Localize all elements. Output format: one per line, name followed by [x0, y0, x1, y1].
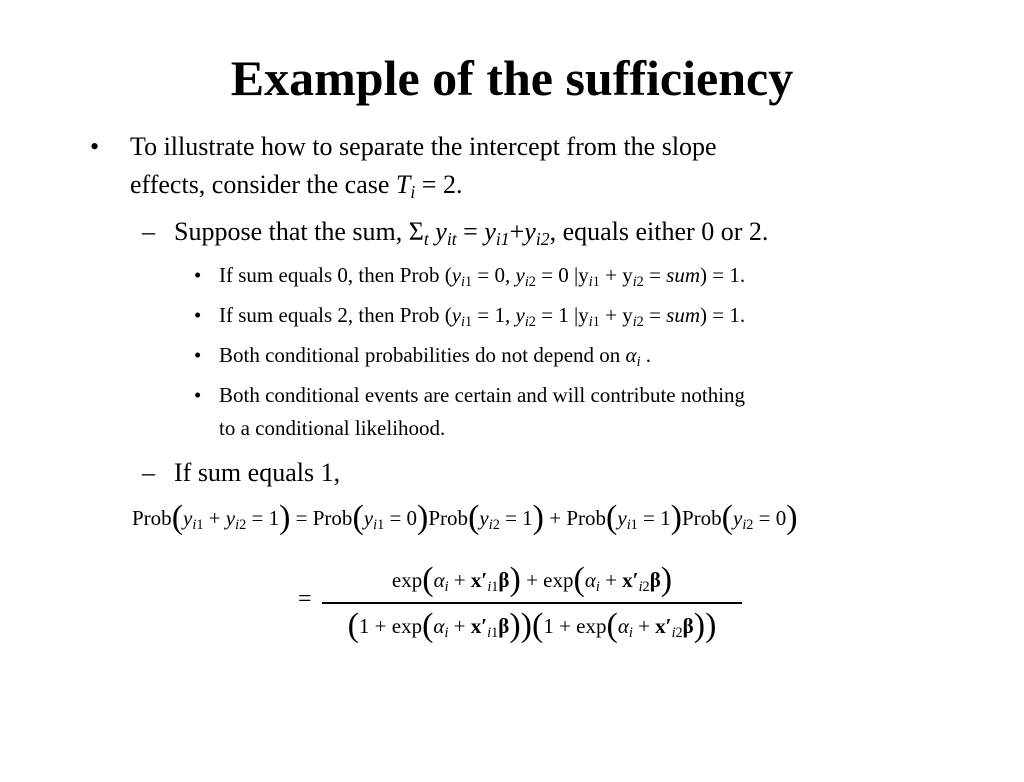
var-T: T	[395, 170, 411, 199]
bullet-dot: •	[194, 383, 202, 407]
dash: –	[142, 217, 155, 246]
alpha-symbol: α	[584, 568, 596, 592]
sub-item-4	[219, 379, 949, 445]
beta-vector: β	[498, 568, 510, 592]
item1-c: + y	[599, 263, 633, 287]
alpha-symbol: α	[433, 568, 445, 592]
bullet-1-line1: To illustrate how to separate the intercept from the slope	[130, 132, 717, 161]
var-y: y	[435, 217, 447, 246]
item2-d: =	[643, 303, 667, 327]
exp-label: exp	[391, 568, 423, 592]
exp-label: exp	[543, 568, 574, 592]
eq-val: 1	[522, 506, 533, 530]
item2-a: = 1,	[472, 303, 516, 327]
bullet-1-line2: effects, consider the case	[130, 170, 396, 199]
alpha-symbol: α	[625, 343, 637, 367]
item1-end: ) = 1.	[700, 263, 746, 287]
item4-line2: to a conditional likelihood.	[219, 416, 446, 440]
exp-label: exp	[576, 613, 607, 638]
eq-val: 0	[406, 506, 418, 530]
item2-pre: If sum equals 2, then Prob (	[219, 303, 452, 327]
prob-label: Prob	[312, 506, 353, 530]
alpha-symbol: α	[433, 613, 445, 638]
fraction-numerator: $\exp(\alpha_i + x'_{i1}\beta) + \exp(\alpha_i + x'_{i2}\beta)$	[391, 561, 673, 598]
equation-line-1: $Prob(y_{i1} + y_{i2} = 1)$ = $Prob(y_{i1}$ = $0)Prob(y_{i2} = 1)$ + $Prob(y_{i1}$ = $1)Prob(y_{i2} = 0)$	[132, 499, 798, 536]
item2-c: + y	[599, 303, 633, 327]
x-vector: x′	[470, 568, 488, 592]
fraction-denominator: $(1 + \exp(\alpha_i + x'_{i1}\beta))(1 + \exp(\alpha_i + x'_{i2}\beta))$	[347, 606, 717, 644]
sub-i: i	[588, 313, 593, 330]
item2-end: ) = 1.	[700, 303, 746, 327]
eq-val: 1	[543, 613, 554, 638]
item4-line1: Both conditional events are certain and will contribute nothing	[219, 383, 746, 407]
x-vector: x′	[470, 613, 488, 638]
item2-b: = 1 |y	[535, 303, 589, 327]
sigma-symbol: Σ	[408, 217, 424, 246]
sub-item-3	[219, 339, 949, 372]
equation-fraction	[322, 560, 742, 646]
item1-a: = 0,	[472, 263, 516, 287]
sub-item-2: If sum equals 2, then Prob ($y_{i1} = 1$, $y_{i2} = 1$ $|y_{i1} + y_{i2} = sum) = 1$.	[219, 303, 746, 330]
beta-vector: β	[649, 568, 661, 592]
plus-sign: +	[509, 217, 525, 246]
item3-text: Both conditional probabilities do not depend on	[219, 343, 626, 367]
fraction-bar	[322, 602, 742, 604]
var-y: y	[524, 217, 536, 246]
sub-i1: i	[461, 273, 466, 290]
sub-i: i	[588, 273, 593, 290]
var-y: y	[515, 263, 525, 287]
x-vector: x′	[622, 568, 639, 592]
sub-i: i	[524, 313, 529, 330]
bullet-1	[130, 128, 910, 204]
sub-t: t	[423, 228, 429, 249]
sub-i: i	[461, 313, 466, 330]
eq-val: 0	[775, 506, 787, 530]
sub-i: i	[524, 273, 529, 290]
bullet-dot: •	[194, 303, 202, 327]
sub-it: it	[446, 228, 457, 249]
slide-title: Example of the sufficiency	[230, 50, 794, 106]
var-y: y	[451, 263, 462, 287]
sub-i: i	[632, 273, 637, 290]
item1-d: =	[643, 263, 667, 287]
sub-i: i	[632, 313, 637, 330]
prob-label: Prob	[428, 506, 469, 530]
var-y: y	[451, 303, 462, 327]
eq-val: 1	[268, 506, 280, 530]
var-sum: sum	[666, 263, 700, 287]
x-vector: x′	[655, 613, 672, 638]
bullet-dot: •	[90, 132, 100, 161]
item1-pre: If sum equals 0, then Prob (	[219, 263, 452, 287]
eq-sign: =	[456, 217, 485, 246]
beta-vector: β	[682, 613, 694, 638]
alpha-symbol: α	[617, 613, 629, 638]
sub-i2: i2	[535, 228, 550, 249]
item1-b: = 0 |y	[535, 263, 589, 287]
sub-i: i	[410, 181, 416, 202]
prob-label: Prob	[566, 506, 607, 530]
sub-bullet-2: If sum equals 1,	[174, 458, 341, 487]
exp-label: exp	[391, 613, 423, 638]
var-y: y	[515, 303, 525, 327]
sub-item-1: If sum equals 0, then Prob ($y_{i1} = 0$, $y_{i2} = 0$ $|y_{i1} + y_{i2} = sum) = 1$.	[219, 263, 746, 290]
eq-val: 1	[358, 613, 370, 638]
item3-end: .	[640, 343, 652, 367]
var-sum: sum	[666, 303, 700, 327]
sub-bullet-1	[174, 213, 974, 251]
sub-i: i	[636, 353, 641, 370]
sub-i1: i1	[495, 228, 510, 249]
dash: –	[142, 458, 155, 487]
eq-val: 1	[660, 506, 671, 530]
bullet-1-line2-end: = 2.	[415, 170, 463, 199]
equals-sign: =	[298, 586, 312, 612]
prob-label: Prob	[132, 506, 172, 530]
sub1-pre: Suppose that the sum,	[174, 217, 409, 246]
beta-vector: β	[498, 613, 510, 638]
prob-label: Prob	[681, 506, 722, 530]
bullet-dot: •	[194, 343, 202, 367]
bullet-dot: •	[194, 263, 202, 287]
sub1-post: , equals either 0 or 2.	[549, 217, 769, 246]
var-y: y	[484, 217, 496, 246]
